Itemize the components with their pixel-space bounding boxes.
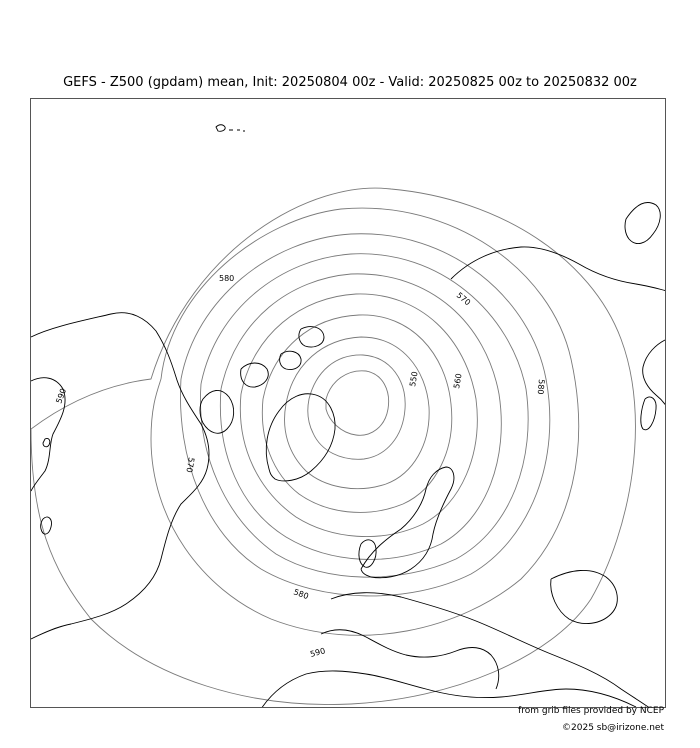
contour-label-590-bottom: 590 (309, 646, 327, 659)
contour-570 (180, 234, 549, 596)
contour-labels (54, 274, 546, 659)
coast-asia-east (643, 339, 666, 407)
coast-aleutians (216, 125, 245, 132)
contour-label-590-left: 590 (54, 387, 69, 405)
contour-580 (151, 208, 579, 635)
map-panel (30, 98, 666, 708)
coast-north-america (31, 313, 209, 639)
coast-uk (359, 540, 376, 567)
contour-lines (31, 188, 635, 704)
z500-map (31, 99, 666, 708)
coast-north-africa (261, 671, 636, 708)
coast-europe (331, 593, 651, 708)
coastlines (31, 125, 666, 708)
coast-japan (641, 397, 656, 430)
contour-label-580-bottom: 580 (292, 587, 310, 602)
contour-label-550: 550 (408, 370, 420, 388)
copyright-credit: ©2025 sb@irizone.net (562, 723, 664, 733)
contour-550 (262, 315, 451, 513)
contour-label-580-right: 580 (535, 378, 546, 395)
contour-label-580-top: 580 (219, 274, 235, 283)
coast-kamchatka (625, 203, 660, 244)
data-source-credit: from grib files provided by NCEP (518, 706, 664, 716)
coast-siberia (451, 247, 666, 291)
contour-540 (308, 355, 405, 459)
contour-label-570-right: 570 (454, 290, 473, 308)
contour-545 (285, 337, 430, 489)
contour-565 (200, 254, 528, 577)
contour-label-560: 560 (452, 372, 464, 390)
contour-590 (31, 188, 635, 704)
contour-label-570-left: 570 (184, 456, 196, 474)
coast-scandinavia (361, 467, 454, 578)
coast-arabia (551, 570, 618, 623)
coast-hudson-bay (200, 390, 234, 433)
page-title: GEFS - Z500 (gpdam) mean, Init: 20250804 00z - Valid: 20250825 00z to 20250832 00z (63, 75, 637, 90)
